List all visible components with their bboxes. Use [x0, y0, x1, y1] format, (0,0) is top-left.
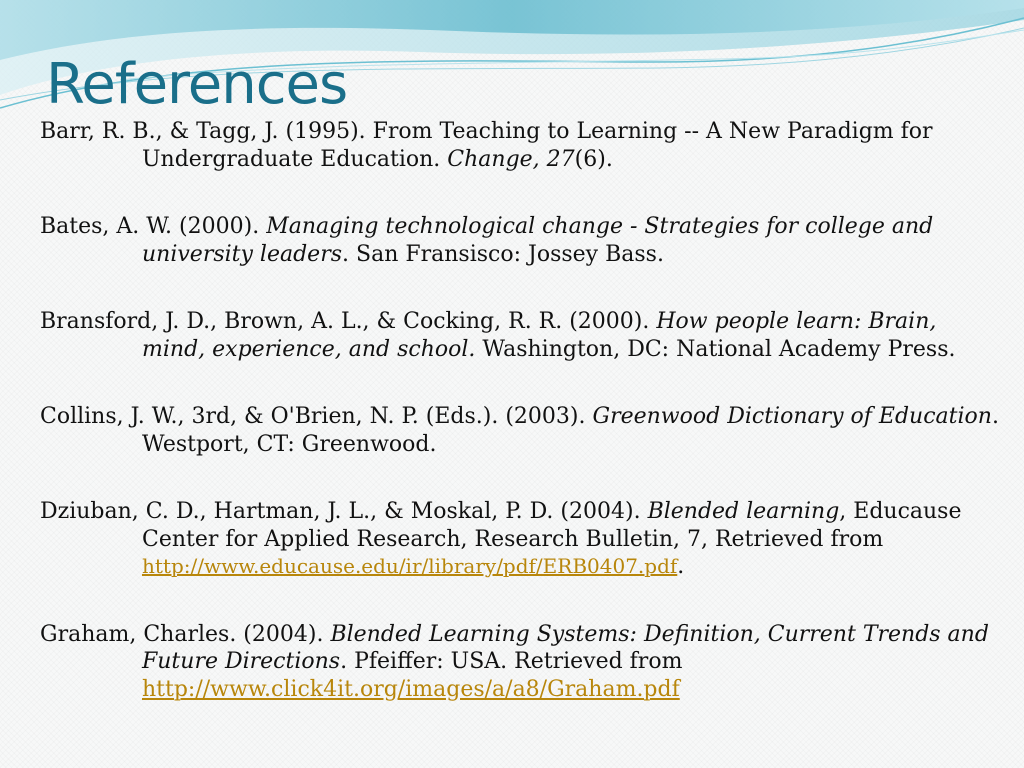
reference-text: , Educause Center for Applied Research, Research Bulletin, 7, Retrieved from — [142, 499, 962, 552]
reference-text: . Westport, CT: Greenwood. — [142, 404, 999, 457]
reference-italic-title: Blended learning — [647, 499, 840, 524]
reference-item — [40, 213, 1000, 268]
reference-text: Bates, A. W. (2000). — [40, 214, 267, 239]
reference-text: Washington, DC: National Academy Press. — [475, 336, 956, 362]
reference-italic-title: Change, 27 — [447, 146, 575, 172]
reference-italic-title: Blended Learning Systems: Definition, Current Trends and Future Directions — [142, 621, 989, 674]
slide-title: References — [46, 52, 348, 117]
reference-text: Barr, R. B., & Tagg, J. (1995). From Teaching to Learning -- A New Paradigm for Undergraduate Education. — [40, 119, 933, 172]
reference-link[interactable]: http://www.educause.edu/ir/library/pdf/ERB0407.pdf — [142, 554, 678, 578]
reference-text: . San Fransisco: Jossey Bass. — [342, 241, 664, 267]
reference-italic-title: Greenwood Dictionary of Education — [592, 404, 992, 429]
reference-item — [40, 621, 1000, 704]
reference-text: . Pfeiffer: USA. Retrieved from — [340, 649, 683, 674]
reference-italic-title: How people learn: Brain, mind, experience, and school. — [142, 309, 937, 362]
reference-text: Dziuban, C. D., Hartman, J. L., & Moskal, P. D. (2004). — [40, 499, 648, 524]
reference-item — [40, 308, 1000, 363]
reference-item — [40, 118, 1000, 173]
reference-item — [40, 498, 1000, 581]
reference-text: Graham, Charles. (2004). — [40, 621, 331, 647]
reference-italic-title: Managing technological change - Strategies for college and university leaders — [142, 214, 934, 267]
reference-list — [40, 118, 1000, 703]
reference-link[interactable]: http://www.click4it.org/images/a/a8/Graham.pdf — [142, 676, 680, 702]
reference-text: (6). — [574, 146, 613, 172]
reference-text: . — [677, 554, 685, 579]
reference-text: Collins, J. W., 3rd, & O'Brien, N. P. (Eds.). (2003). — [40, 404, 593, 429]
reference-item — [40, 403, 1000, 458]
reference-text: Bransford, J. D., Brown, A. L., & Cocking, R. R. (2000). — [40, 309, 657, 334]
